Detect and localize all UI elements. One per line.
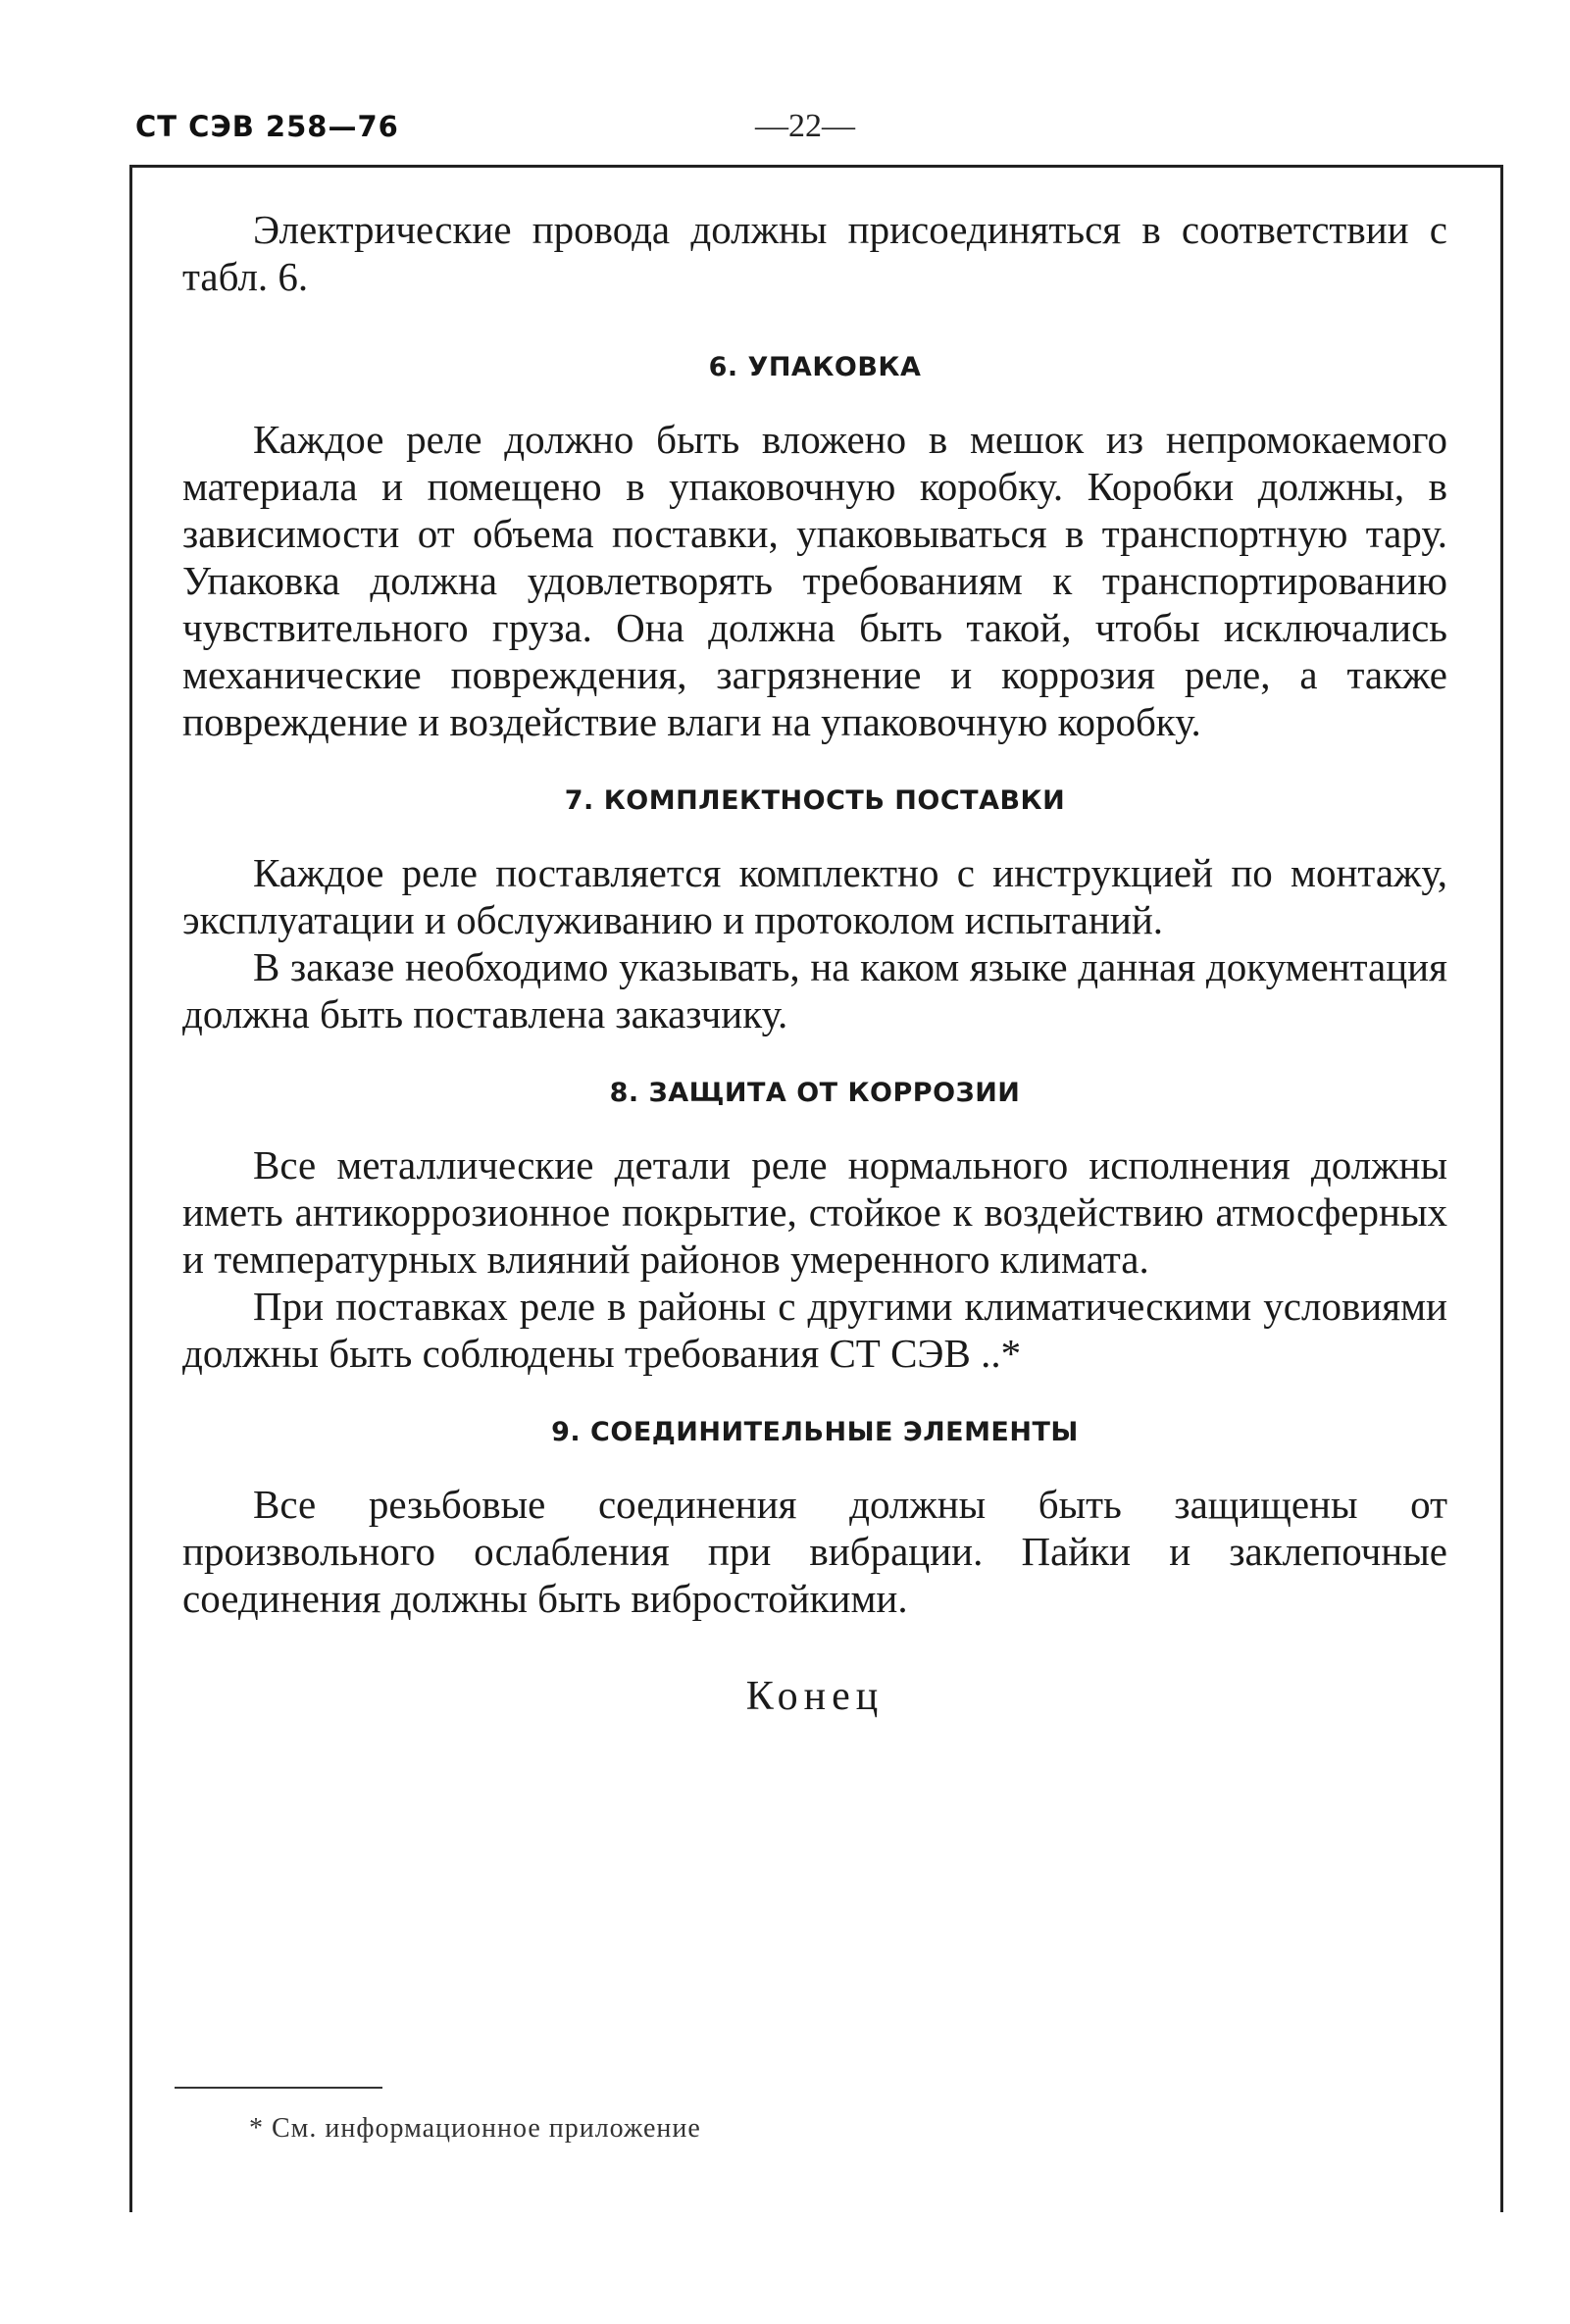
section-title-packaging: 6. УПАКОВКА — [708, 352, 922, 382]
page-number: —22— — [755, 108, 855, 144]
section-completeness-paragraph-2: В заказе необходимо указывать, на каком языке данная документация должна быть поставлена заказчику. — [182, 944, 1447, 1036]
footnote: * См. информационное приложение — [249, 2113, 701, 2144]
footnote-divider — [175, 2087, 382, 2089]
section-title-connectors: 9. СОЕДИНИТЕЛЬНЫЕ ЭЛЕМЕНТЫ — [551, 1417, 1079, 1447]
section-corrosion-paragraph-1: Все металлические детали реле нормального исполнения должны иметь антикоррозионное покрытие, стойкое к воздействию атмосферных и температурных влияний районов умеренного климата. — [182, 1142, 1447, 1282]
section-title-corrosion: 8. ЗАЩИТА ОТ КОРРОЗИИ — [609, 1078, 1021, 1108]
section-title-completeness: 7. КОМПЛЕКТНОСТЬ ПОСТАВКИ — [564, 785, 1066, 816]
document-body — [182, 206, 1447, 1720]
section-packaging-paragraph: Каждое реле должно быть вложено в мешок из непромокаемого материала и помещено в упаковочную коробку. Коробки должны, в зависимости от объема поставки, упаковываться в транспортную тару. Упаковка должна удовлетворять требованиям к транспортированию чувствительного груза. Она должна быть такой, чтобы исключались механические повреждения, загрязнение и коррозия реле, а также повреждение и воздействие влаги на упаковочную коробку. — [182, 417, 1447, 744]
document-code: СТ СЭВ 258—76 — [135, 110, 399, 143]
end-marker: Конец — [745, 1674, 885, 1719]
section-connectors-paragraph: Все резьбовые соединения должны быть защищены от произвольного ослабления при вибрации. Пайки и заклепочные соединения должны быть вибростойкими. — [182, 1482, 1447, 1621]
section-corrosion-paragraph-2: При поставках реле в районы с другими климатическими условиями должны быть соблюдены требования СТ СЭВ ..* — [182, 1284, 1447, 1376]
section-completeness-paragraph-1: Каждое реле поставляется комплектно с инструкцией по монтажу, эксплуатации и обслуживанию и протоколом испытаний. — [182, 850, 1447, 942]
intro-paragraph: Электрические провода должны присоединяться в соответствии с табл. 6. — [182, 207, 1447, 299]
